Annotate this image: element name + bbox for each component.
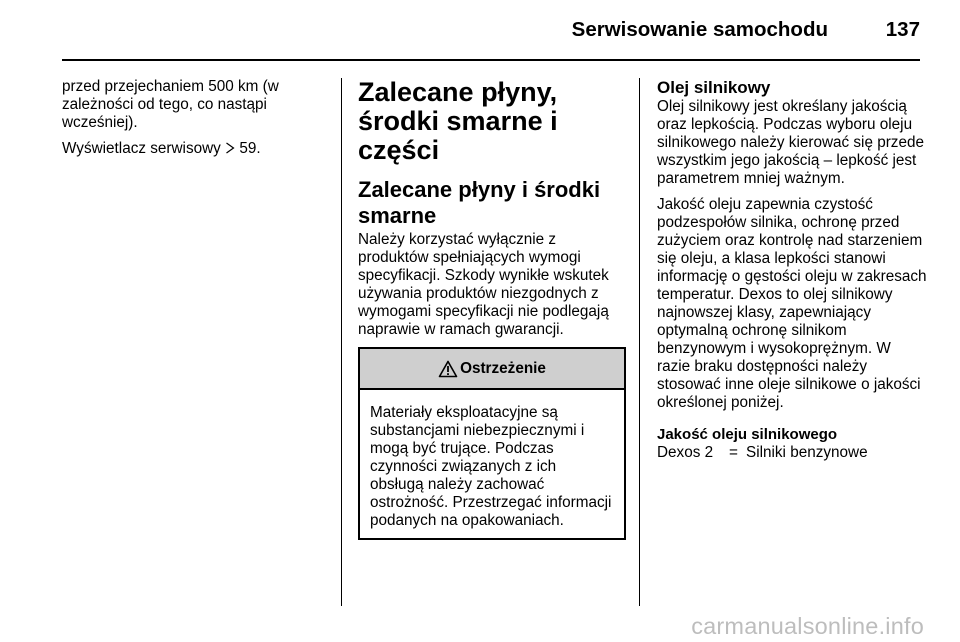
page-header-title: Serwisowanie samochodu <box>571 18 828 41</box>
service-display-text: Wyświetlacz serwisowy <box>62 140 221 157</box>
col3-paragraph-1: Olej silnikowy jest określany jakością oraz lepkością. Podczas wyboru oleju silnikowego należy kierować się przede wszystkim jego jakością – lepkość jest parametrem mniej ważnym. <box>657 98 924 187</box>
warning-text: Materiały eksploatacyjne są substancjami niebezpiecznymi i mogą być trujące. Podczas czynności związanych z ich obsługą należy zachować ostrożność. Przestrzegać informacji podanych na opakowaniach. <box>370 404 612 529</box>
warning-title: Ostrzeżenie <box>460 359 546 377</box>
column-divider-left <box>341 78 342 606</box>
oil-spec-row <box>657 444 927 462</box>
col3-paragraph-2: Jakość oleju zapewnia czystość podzespołów silnika, ochronę przed zużyciem oraz kontrolę nad starzeniem się oleju, a klasa lepkości stanowi informację o gęstości oleju w zakresach temperatur. Dexos to olej silnikowy najnowszej klasy, zapewniający optymalną ochronę silnikom benzynowym i wysokoprężnym. W razie braku dostępności należy stosować inne oleje silnikowe o jakości określonej poniżej. <box>657 196 927 411</box>
col1-paragraph-2 <box>62 140 332 158</box>
column-1 <box>62 78 332 166</box>
oil-spec-name: Dexos 2 <box>657 444 714 461</box>
service-display-page-ref[interactable]: 59. <box>239 140 261 157</box>
warning-triangle-icon <box>438 360 458 378</box>
oil-spec-equals: = <box>729 444 738 461</box>
col2-body-text: Należy korzystać wyłącznie z produktów spełniających wymogi specyfikacji. Szkody wynikłe wskutek używania produktów niezgodnych z wymogami specyfikacji nie podlegają naprawie w ramach gwarancji. <box>358 231 609 338</box>
column-2 <box>358 78 626 540</box>
column-3 <box>657 78 927 462</box>
page-ref-arrow-icon[interactable] <box>225 140 235 157</box>
engine-oil-heading: Olej silnikowy <box>657 78 771 97</box>
oil-spec-value: Silniki benzynowe <box>746 444 868 461</box>
subsection-heading: Zalecane płyny i środki smarne <box>358 177 601 228</box>
section-heading: Zalecane płyny, środki smarne i części <box>358 77 558 165</box>
column-divider-right <box>639 78 640 606</box>
oil-quality-heading: Jakość oleju silnikowego <box>657 426 838 443</box>
col1-paragraph-1: przed przejechaniem 500 km (w zależności od tego, co nastąpi wcześniej). <box>62 78 279 131</box>
watermark: carmanualsonline.info <box>691 613 924 639</box>
header-rule <box>62 59 920 61</box>
warning-header <box>360 349 624 390</box>
warning-box <box>358 347 626 540</box>
page-number: 137 <box>885 18 920 41</box>
